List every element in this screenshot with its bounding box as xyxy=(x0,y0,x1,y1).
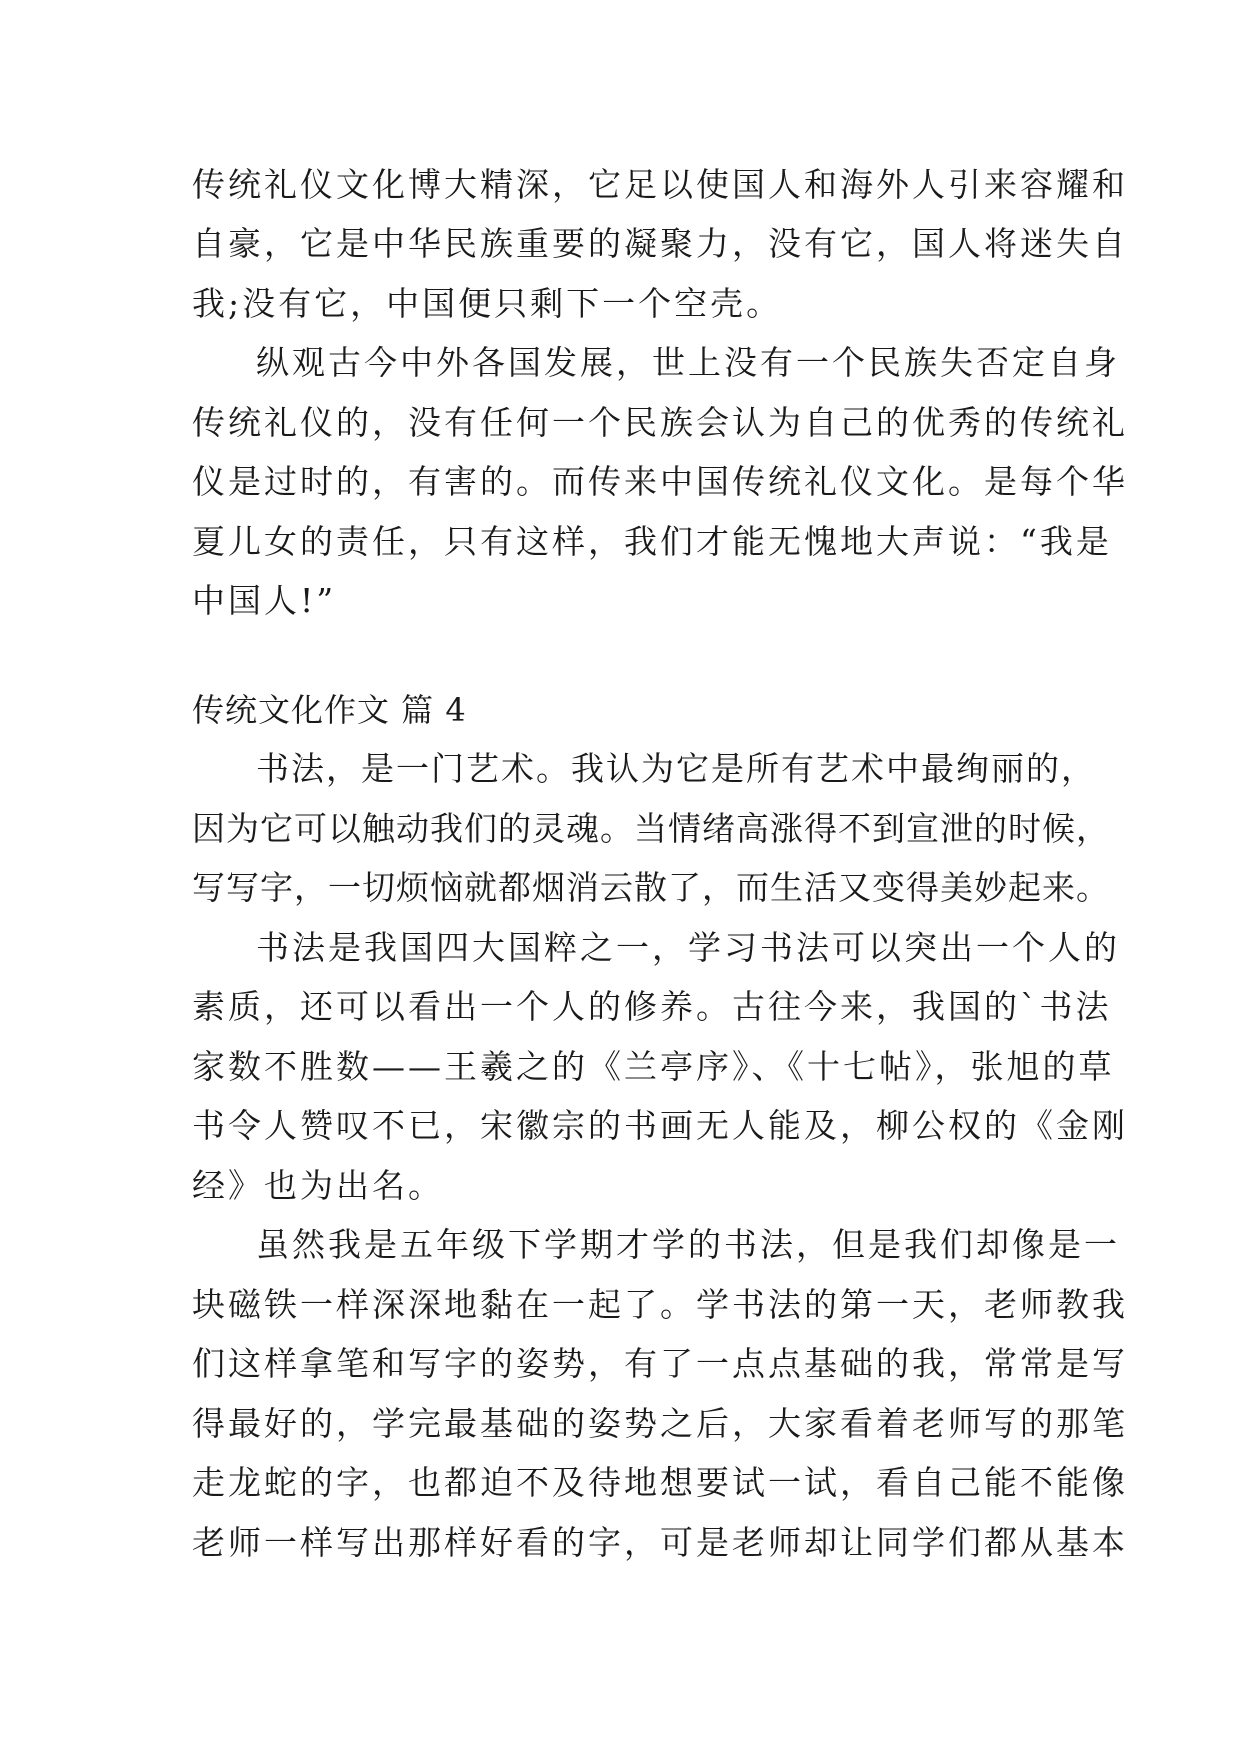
text-line: 中国人!” xyxy=(192,581,337,620)
text-line: 自豪，它是中华民族重要的凝聚力，没有它，国人将迷失自 xyxy=(192,224,1128,263)
text-line: 传统礼仪文化博大精深，它足以使国人和海外人引来容耀和 xyxy=(192,165,1128,204)
text-line: 夏儿女的责任，只有这样，我们才能无愧地大声说：“我是 xyxy=(192,522,1112,561)
section-heading: 传统文化作文 篇 4 xyxy=(192,691,467,729)
text-line: 书法是我国四大国粹之一，学习书法可以突出一个人的 xyxy=(256,928,1120,967)
text-line: 素质，还可以看出一个人的修养。古往今来，我国的`书法 xyxy=(192,987,1112,1026)
text-line: 写写字，一切烦恼就都烟消云散了，而生活又变得美妙起来。 xyxy=(192,868,1110,907)
text-line: 经》也为出名。 xyxy=(192,1166,444,1205)
text-line: 走龙蛇的字，也都迫不及待地想要试一试，看自己能不能像 xyxy=(192,1463,1128,1502)
text-line: 传统礼仪的，没有任何一个民族会认为自己的优秀的传统礼 xyxy=(192,403,1128,442)
text-line: 老师一样写出那样好看的字，可是老师却让同学们都从基本 xyxy=(192,1523,1128,1562)
text-line: 虽然我是五年级下学期才学的书法，但是我们却像是一 xyxy=(256,1225,1120,1264)
text-line: 我;没有它，中国便只剩下一个空壳。 xyxy=(192,284,783,323)
text-line: 书令人赞叹不已，宋徽宗的书画无人能及，柳公权的《金刚 xyxy=(192,1106,1128,1145)
text-line: 仪是过时的，有害的。而传来中国传统礼仪文化。是每个华 xyxy=(192,462,1128,501)
text-line: 得最好的，学完最基础的姿势之后，大家看着老师写的那笔 xyxy=(192,1404,1128,1443)
text-line: 们这样拿笔和写字的姿势，有了一点点基础的我，常常是写 xyxy=(192,1344,1128,1383)
text-line: 纵观古今中外各国发展，世上没有一个民族失否定自身 xyxy=(256,343,1120,382)
text-line: 家数不胜数——王羲之的《兰亭序》、《十七帖》，张旭的草 xyxy=(192,1047,1115,1086)
text-line: 书法，是一门艺术。我认为它是所有艺术中最绚丽的， xyxy=(256,749,1096,788)
text-line: 块磁铁一样深深地黏在一起了。学书法的第一天，老师教我 xyxy=(192,1285,1128,1324)
text-line: 因为它可以触动我们的灵魂。当情绪高涨得不到宣泄的时候， xyxy=(192,809,1110,848)
